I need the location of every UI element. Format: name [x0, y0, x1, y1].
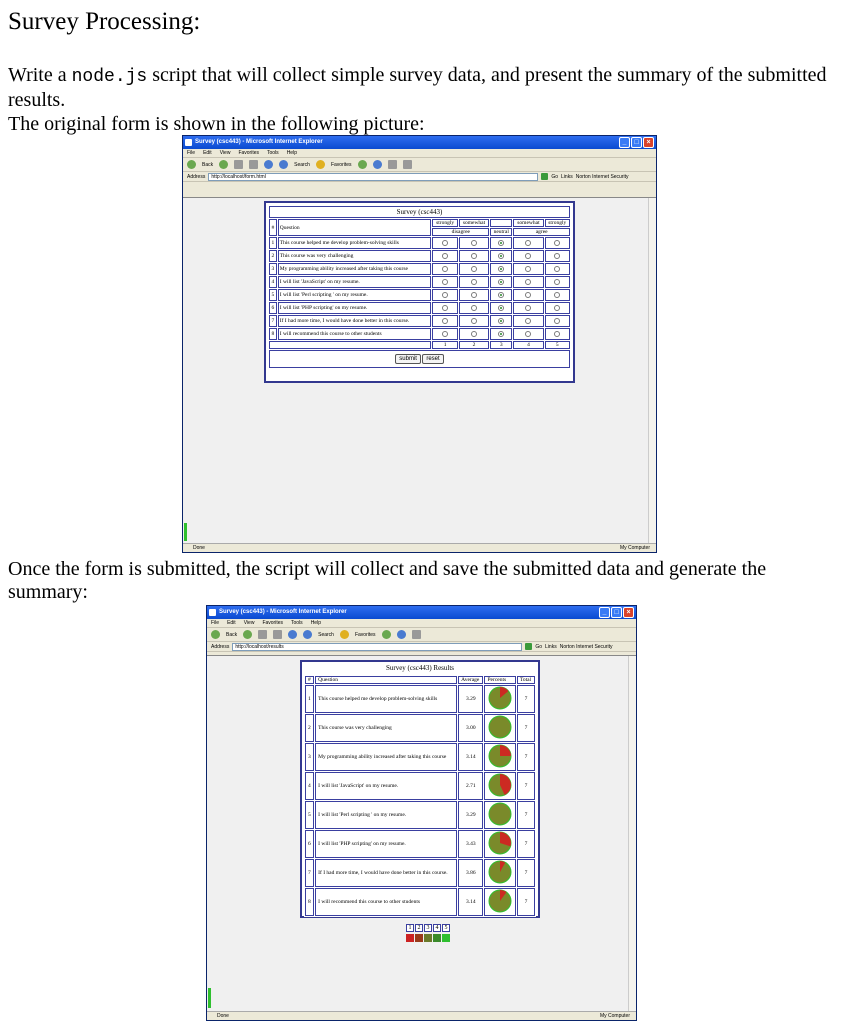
menu-favorites[interactable]: Favorites [238, 150, 259, 156]
pie-base [489, 803, 511, 825]
result-number: 3 [305, 743, 314, 771]
pie-chart [488, 686, 512, 710]
results-row [305, 714, 535, 742]
result-number: 2 [305, 714, 314, 742]
radio-q3-opt3[interactable] [498, 266, 504, 272]
minimize-icon[interactable]: _ [599, 607, 610, 618]
menu-favorites[interactable]: Favorites [262, 620, 283, 626]
result-total: 7 [517, 772, 535, 800]
toolbar: Back Search Favorites [207, 628, 636, 642]
radio-q2-opt2[interactable] [471, 253, 477, 259]
radio-q1-opt5[interactable] [554, 240, 560, 246]
menu-bar [183, 149, 656, 158]
legend-labels [406, 924, 450, 932]
legend-swatch-2 [415, 934, 423, 942]
menu-tools[interactable]: Tools [267, 150, 279, 156]
results-header-average: Average [458, 676, 483, 684]
survey-row [269, 237, 570, 249]
menu-bar [207, 619, 636, 628]
result-question: I will list 'JavaScript' on my resume. [315, 772, 457, 800]
refresh-icon[interactable] [273, 630, 282, 639]
radio-q3-opt2[interactable] [471, 266, 477, 272]
pie-slice [500, 745, 511, 756]
radio-q4-opt2[interactable] [471, 279, 477, 285]
scale-label-2: 2 [459, 341, 489, 349]
ie-icon [185, 139, 192, 146]
favorites-icon[interactable] [316, 160, 325, 169]
header-strongly-disagree: strongly [432, 219, 457, 227]
pie-chart [488, 744, 512, 768]
pie-chart [488, 889, 512, 913]
header-neutral: neutral [490, 228, 512, 236]
result-total: 7 [517, 830, 535, 858]
menu-file[interactable]: File [211, 620, 220, 626]
pie-base [489, 716, 511, 738]
results-row [305, 685, 535, 713]
results-row [305, 888, 535, 916]
menu-help[interactable]: Help [286, 150, 297, 156]
status-bar: Done My Computer [207, 1011, 636, 1020]
radio-q1-opt3[interactable] [498, 240, 504, 246]
print-icon[interactable] [403, 160, 412, 169]
result-average: 3.00 [458, 714, 483, 742]
refresh-icon[interactable] [249, 160, 258, 169]
results-intro-paragraph: Once the form is submitted, the script will collect and save the submitted data and generate the summary: [8, 558, 767, 603]
header-strongly-agree: strongly [545, 219, 570, 227]
form-browser-window [182, 135, 657, 553]
result-question: I will list 'Perl scripting ' on my resume. [315, 801, 457, 829]
result-average: 3.29 [458, 685, 483, 713]
result-number: 8 [305, 888, 314, 916]
scale-label-5: 5 [545, 341, 570, 349]
question-text: My programming ability increased after taking this course [278, 263, 432, 275]
results-rows [305, 685, 535, 916]
legend-label-3: 3 [424, 924, 432, 932]
radio-q7-opt2[interactable] [471, 318, 477, 324]
header-question: Question [278, 219, 432, 236]
window-controls [619, 137, 654, 148]
submit-button[interactable]: submit [395, 354, 421, 364]
address-bar: Address http://localhost/results Go Links Norton Internet Security [207, 642, 636, 652]
scale-label-4: 4 [513, 341, 543, 349]
close-icon[interactable]: × [643, 137, 654, 148]
legend-swatch-3 [424, 934, 432, 942]
radio-q5-opt2[interactable] [471, 292, 477, 298]
history-icon[interactable] [373, 160, 382, 169]
address-input[interactable]: http://localhost/results [232, 643, 522, 651]
results-row [305, 859, 535, 887]
results-window-titlebar: Survey (csc443) - Microsoft Internet Explorer _ □ × [207, 606, 636, 619]
menu-edit[interactable]: Edit [227, 620, 236, 626]
survey-row [269, 250, 570, 262]
go-icon[interactable] [541, 173, 548, 180]
legend-label-1: 1 [406, 924, 414, 932]
results-row [305, 743, 535, 771]
form-window-titlebar: Survey (csc443) - Microsoft Internet Explorer _ □ × [183, 136, 656, 149]
result-total: 7 [517, 685, 535, 713]
menu-help[interactable]: Help [310, 620, 321, 626]
radio-q1-opt2[interactable] [471, 240, 477, 246]
survey-row [269, 289, 570, 301]
result-number: 4 [305, 772, 314, 800]
page-title: Survey Processing: [8, 8, 201, 35]
question-text: I will list 'Perl scripting ' on my resume. [278, 289, 432, 301]
radio-q2-opt5[interactable] [554, 253, 560, 259]
search-icon[interactable] [303, 630, 312, 639]
results-header-total: Total [517, 676, 535, 684]
pie-chart [488, 773, 512, 797]
result-average: 3.14 [458, 743, 483, 771]
radio-q1-opt1[interactable] [442, 240, 448, 246]
window-controls [599, 607, 634, 618]
results-browser-window [206, 605, 637, 1021]
radio-q5-opt5[interactable] [554, 292, 560, 298]
vertical-scrollbar[interactable] [648, 198, 656, 544]
radio-q1-opt4[interactable] [525, 240, 531, 246]
question-text: This course helped me develop problem-solving skills [278, 237, 432, 249]
radio-q3-opt1[interactable] [442, 266, 448, 272]
radio-q8-opt3[interactable] [498, 331, 504, 337]
question-number: 3 [269, 263, 277, 275]
search-icon[interactable] [279, 160, 288, 169]
favorites-icon[interactable] [340, 630, 349, 639]
result-average: 3.86 [458, 859, 483, 887]
radio-q2-opt4[interactable] [525, 253, 531, 259]
results-viewport [207, 655, 636, 1011]
radio-q7-opt4[interactable] [525, 318, 531, 324]
results-header-question: Question [315, 676, 457, 684]
maximize-icon[interactable]: □ [611, 607, 622, 618]
menu-file[interactable]: File [187, 150, 196, 156]
radio-q4-opt1[interactable] [442, 279, 448, 285]
radio-q6-opt4[interactable] [525, 305, 531, 311]
scale-label-3: 3 [490, 341, 512, 349]
legend-swatch-4 [433, 934, 441, 942]
scale-label-1: 1 [432, 341, 457, 349]
header-somewhat-agree: somewhat [513, 219, 543, 227]
mail-icon[interactable] [388, 160, 397, 169]
address-input[interactable]: http://localhost/form.html [208, 173, 538, 181]
toolbar: Back Search Favorites [183, 158, 656, 172]
menu-view[interactable]: View [243, 620, 255, 626]
ie-icon [209, 609, 216, 616]
question-text: I will recommend this course to other students [278, 328, 432, 340]
radio-q4-opt4[interactable] [525, 279, 531, 285]
legend-label-4: 4 [433, 924, 441, 932]
forward-icon[interactable] [219, 160, 228, 169]
address-bar: Address http://localhost/form.html Go Links Norton Internet Security [183, 172, 656, 182]
result-question: If I had more time, I would have done better in this course. [315, 859, 457, 887]
result-average: 2.71 [458, 772, 483, 800]
back-icon[interactable] [211, 630, 220, 639]
survey-rows [269, 237, 570, 340]
legend-swatch-5 [442, 934, 450, 942]
header-agree: agree [513, 228, 570, 236]
inline-code: node.js [71, 67, 148, 87]
radio-q5-opt4[interactable] [525, 292, 531, 298]
result-question: This course was very challenging [315, 714, 457, 742]
radio-q3-opt5[interactable] [554, 266, 560, 272]
radio-q2-opt1[interactable] [442, 253, 448, 259]
question-number: 1 [269, 237, 277, 249]
result-question: I will recommend this course to other students [315, 888, 457, 916]
home-icon[interactable] [264, 160, 273, 169]
result-question: This course helped me develop problem-solving skills [315, 685, 457, 713]
header-somewhat-disagree: somewhat [459, 219, 489, 227]
survey-row [269, 276, 570, 288]
menu-edit[interactable]: Edit [203, 150, 212, 156]
result-number: 7 [305, 859, 314, 887]
close-icon[interactable]: × [623, 607, 634, 618]
survey-caption: Survey (csc443) [269, 206, 570, 218]
survey-row [269, 315, 570, 327]
scroll-progress [184, 523, 187, 541]
go-icon[interactable] [525, 643, 532, 650]
menu-tools[interactable]: Tools [291, 620, 303, 626]
radio-q8-opt1[interactable] [442, 331, 448, 337]
legend-label-5: 5 [442, 924, 450, 932]
legend-swatch-1 [406, 934, 414, 942]
question-text: I will list 'PHP scripting' on my resume. [278, 302, 432, 314]
legend-label-2: 2 [415, 924, 423, 932]
results-row [305, 830, 535, 858]
result-question: I will list 'PHP scripting' on my resume. [315, 830, 457, 858]
menu-view[interactable]: View [219, 150, 231, 156]
history-icon[interactable] [397, 630, 406, 639]
result-total: 7 [517, 801, 535, 829]
question-number: 6 [269, 302, 277, 314]
pie-chart [488, 860, 512, 884]
radio-q6-opt5[interactable] [554, 305, 560, 311]
radio-q7-opt5[interactable] [554, 318, 560, 324]
status-bar: Done My Computer [183, 543, 656, 552]
scroll-progress [208, 988, 211, 1008]
survey-table [268, 205, 571, 369]
header-neutral-top [490, 219, 512, 227]
back-icon[interactable] [187, 160, 196, 169]
result-number: 6 [305, 830, 314, 858]
question-number: 4 [269, 276, 277, 288]
radio-q6-opt2[interactable] [471, 305, 477, 311]
minimize-icon[interactable]: _ [619, 137, 630, 148]
question-number: 5 [269, 289, 277, 301]
media-icon[interactable] [382, 630, 391, 639]
radio-q5-opt1[interactable] [442, 292, 448, 298]
results-table [304, 675, 536, 917]
question-number: 2 [269, 250, 277, 262]
legend-swatches [406, 934, 450, 942]
result-number: 5 [305, 801, 314, 829]
radio-q7-opt1[interactable] [442, 318, 448, 324]
result-average: 3.29 [458, 801, 483, 829]
results-row [305, 801, 535, 829]
survey-row [269, 328, 570, 340]
home-icon[interactable] [288, 630, 297, 639]
result-question: My programming ability increased after taking this course [315, 743, 457, 771]
question-number: 7 [269, 315, 277, 327]
stop-icon[interactable] [234, 160, 243, 169]
results-row [305, 772, 535, 800]
question-text: I will list 'JavaScript' on my resume. [278, 276, 432, 288]
header-num: # [269, 219, 277, 236]
radio-q3-opt4[interactable] [525, 266, 531, 272]
radio-q5-opt3[interactable] [498, 292, 504, 298]
media-icon[interactable] [358, 160, 367, 169]
question-number: 8 [269, 328, 277, 340]
pie-chart [488, 831, 512, 855]
result-total: 7 [517, 714, 535, 742]
result-average: 3.14 [458, 888, 483, 916]
radio-q4-opt5[interactable] [554, 279, 560, 285]
result-total: 7 [517, 743, 535, 771]
radio-q2-opt3[interactable] [498, 253, 504, 259]
intro-paragraph: Write a node.js script that will collect simple survey data, and present the summary of the submitted results. [8, 64, 827, 111]
radio-q6-opt3[interactable] [498, 305, 504, 311]
pie-chart [488, 802, 512, 826]
form-intro-paragraph: The original form is shown in the following picture: [8, 113, 425, 135]
result-average: 3.43 [458, 830, 483, 858]
survey-row [269, 263, 570, 275]
forward-icon[interactable] [243, 630, 252, 639]
radio-q7-opt3[interactable] [498, 318, 504, 324]
radio-q4-opt3[interactable] [498, 279, 504, 285]
question-text: If I had more time, I would have done better in this course. [278, 315, 432, 327]
pie-chart [488, 715, 512, 739]
radio-q8-opt5[interactable] [554, 331, 560, 337]
question-text: This course was very challenging [278, 250, 432, 262]
form-viewport [183, 197, 656, 543]
vertical-scrollbar[interactable] [628, 656, 636, 1012]
stop-icon[interactable] [258, 630, 267, 639]
results-panel [300, 660, 540, 918]
radio-q6-opt1[interactable] [442, 305, 448, 311]
results-header-percents: Percents [484, 676, 515, 684]
header-disagree: disagree [432, 228, 489, 236]
mail-icon[interactable] [412, 630, 421, 639]
radio-q8-opt2[interactable] [471, 331, 477, 337]
maximize-icon[interactable]: □ [631, 137, 642, 148]
radio-q8-opt4[interactable] [525, 331, 531, 337]
results-header-num: # [305, 676, 314, 684]
reset-button[interactable]: reset [422, 354, 443, 364]
result-total: 7 [517, 859, 535, 887]
result-total: 7 [517, 888, 535, 916]
result-number: 1 [305, 685, 314, 713]
survey-form [264, 201, 575, 383]
results-caption: Survey (csc443) Results [385, 664, 455, 672]
survey-row [269, 302, 570, 314]
